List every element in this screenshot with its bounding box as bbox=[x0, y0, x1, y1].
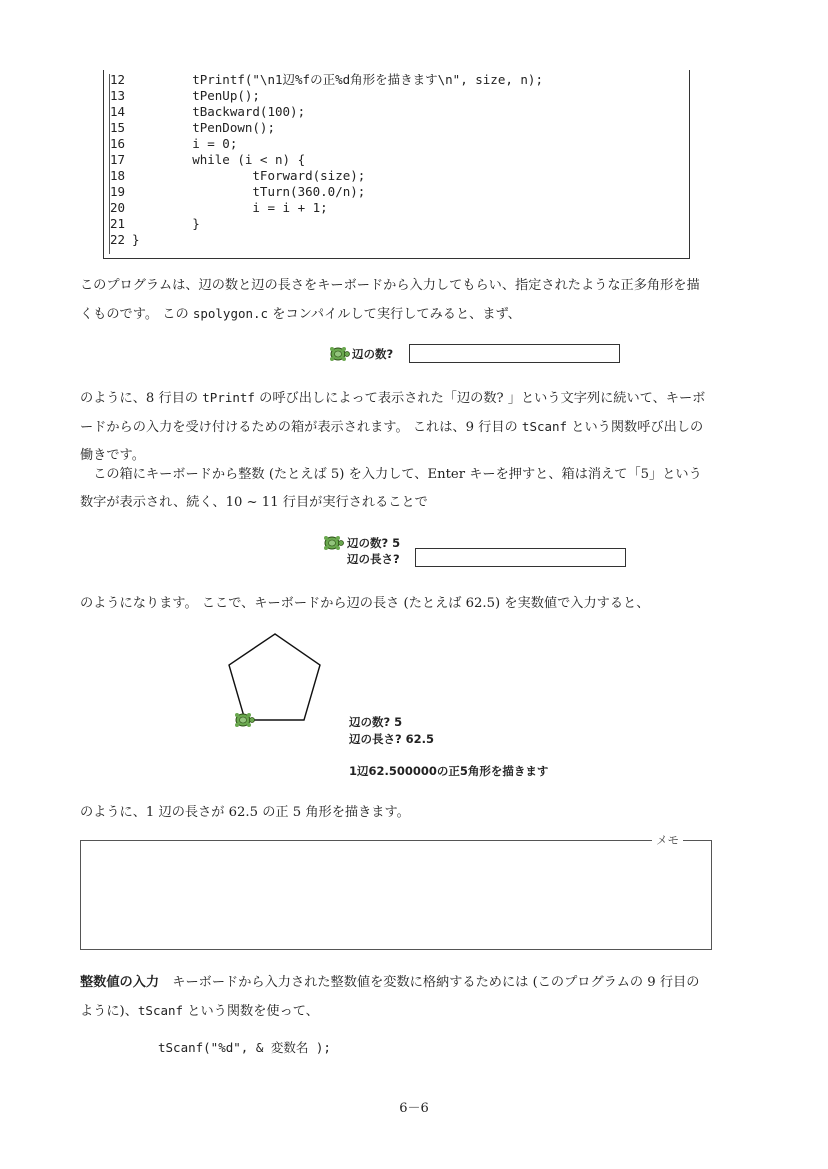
code-line-number: 15 bbox=[110, 120, 126, 135]
example-code: tScanf("%d", & 変数名 ); bbox=[158, 1040, 331, 1055]
code-line bbox=[110, 200, 328, 216]
code-line-number: 18 bbox=[110, 168, 126, 183]
intro-text-a: このプログラムは、辺の数と辺の長さをキーボードから入力してもらい、指定されたような正多角形を描くものです。 この bbox=[80, 278, 700, 322]
code-line-text: tForward(size); bbox=[132, 168, 366, 183]
memo-label: メモ bbox=[652, 832, 683, 848]
p6-code-tscanf: tScanf bbox=[137, 1003, 184, 1018]
code-line-number: 13 bbox=[110, 88, 126, 103]
paragraph-enter-length: のようになります。 ここで、キーボードから辺の長さ (たとえば 62.5) を実数値で入力すると、 bbox=[80, 596, 650, 611]
fig2-line1: 辺の数? 5 bbox=[347, 536, 401, 550]
code-line-text: i = i + 1; bbox=[132, 200, 328, 215]
page-number: 6－6 bbox=[399, 1101, 429, 1116]
paragraph-intro bbox=[80, 272, 712, 329]
code-line-number: 19 bbox=[110, 184, 126, 199]
paragraph-enter-integer: この箱にキーボードから整数 (たとえば 5) を入力して、Enter キーを押すと、箱は消えて「5」という数字が表示され、続く、10 ~ 11 行目が実行されることで bbox=[80, 467, 702, 510]
fig2-input-box[interactable] bbox=[415, 548, 626, 567]
turtle-icon bbox=[233, 712, 255, 728]
code-line bbox=[110, 152, 305, 168]
memo-box bbox=[80, 840, 712, 950]
fig2-line2: 辺の長さ? bbox=[347, 552, 400, 566]
turtle-icon bbox=[328, 346, 350, 362]
paragraph-integer-input bbox=[80, 969, 712, 1026]
code-line-text: tBackward(100); bbox=[132, 104, 306, 119]
code-line-text: } bbox=[132, 216, 200, 231]
code-line bbox=[110, 136, 237, 152]
code-line bbox=[110, 88, 260, 104]
code-line-text: tPenUp(); bbox=[132, 88, 260, 103]
p2-code-tscanf: tScanf bbox=[521, 419, 568, 434]
p2-text-b: の呼び出しによって表示された「辺の数? 」という文字列に続いて、キーボードからの入力を受け付けるための箱が表示されます。 これは、9 行目の bbox=[80, 391, 706, 435]
code-line bbox=[110, 232, 140, 248]
code-line-number: 14 bbox=[110, 104, 126, 119]
section-heading: 整数値の入力 bbox=[80, 975, 160, 990]
fig1-prompt-label: 辺の数? bbox=[352, 347, 394, 361]
p2-text-c: という関数呼び出しの働きです。 bbox=[80, 420, 704, 463]
code-line bbox=[110, 184, 365, 200]
p2-code-tprintf: tPrintf bbox=[202, 390, 255, 405]
code-line-number: 20 bbox=[110, 200, 126, 215]
code-line-text: while (i < n) { bbox=[132, 152, 306, 167]
code-line-number: 16 bbox=[110, 136, 126, 151]
code-line bbox=[110, 72, 543, 88]
code-line-number: 21 bbox=[110, 216, 126, 231]
p6-text-b: という関数を使って、 bbox=[183, 1004, 319, 1019]
code-line bbox=[110, 120, 275, 136]
code-line-number: 17 bbox=[110, 152, 126, 167]
pentagon-shape bbox=[229, 634, 320, 720]
p6-text-a: キーボードから入力された整数値を変数に格納するためには (このプログラムの 9 行目のように)、 bbox=[80, 975, 700, 1019]
p2-text-a: のように、8 行目の bbox=[80, 391, 203, 406]
paragraph-result: のように、1 辺の長さが 62.5 の正 5 角形を描きます。 bbox=[80, 805, 410, 820]
code-line-text: tPenDown(); bbox=[132, 120, 275, 135]
fig3-line2: 辺の長さ? 62.5 bbox=[349, 732, 435, 746]
code-line bbox=[110, 104, 305, 120]
code-line-text: tPrintf("\n1辺%fの正%d角形を描きます\n", size, n); bbox=[132, 72, 543, 87]
code-line-text: tTurn(360.0/n); bbox=[132, 184, 366, 199]
fig3-line3: 1辺62.500000の正5角形を描きます bbox=[349, 764, 549, 778]
code-line-number: 22 bbox=[110, 232, 126, 247]
code-line-number: 12 bbox=[110, 72, 126, 87]
intro-text-b: をコンパイルして実行してみると、まず、 bbox=[268, 307, 521, 322]
intro-code: spolygon.c bbox=[192, 306, 269, 321]
fig3-line1: 辺の数? 5 bbox=[349, 715, 403, 729]
code-line bbox=[110, 168, 365, 184]
turtle-icon bbox=[322, 535, 344, 551]
fig1-input-box[interactable] bbox=[409, 344, 620, 363]
code-line-text: } bbox=[132, 232, 140, 247]
code-line-text: i = 0; bbox=[132, 136, 238, 151]
code-line bbox=[110, 216, 200, 232]
paragraph-tprintf bbox=[80, 384, 712, 470]
